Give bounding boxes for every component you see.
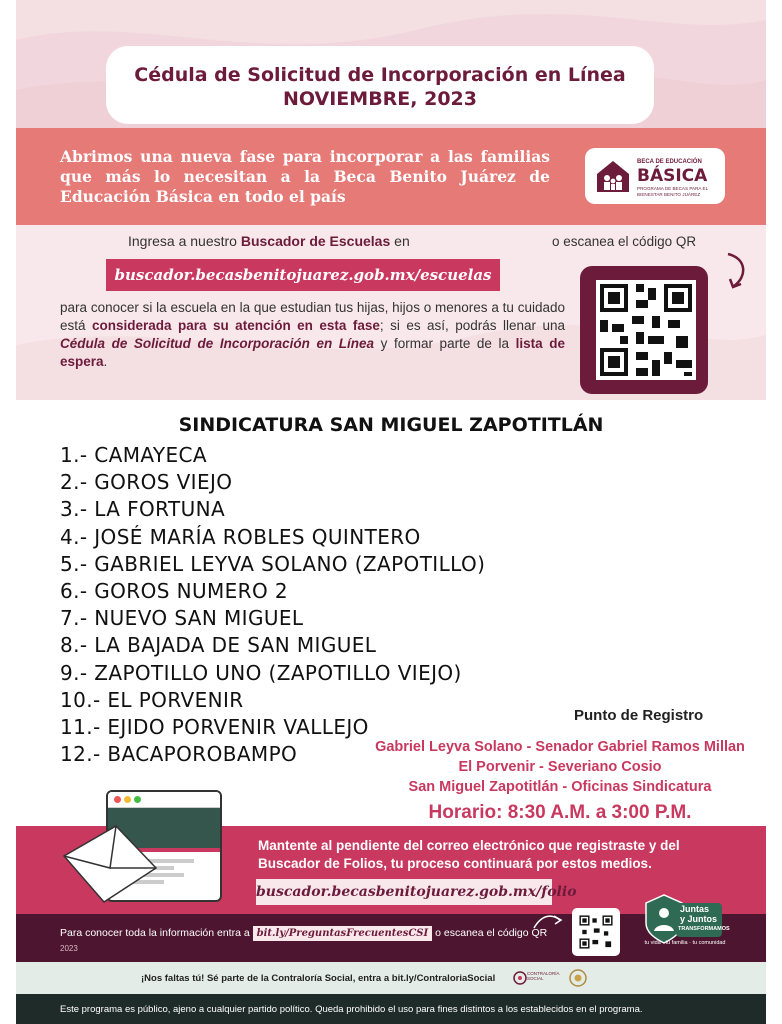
contraloria-logo-text: CONTRALORÍA SOCIAL (527, 971, 560, 981)
follow-up-text: Mantente al pendiente del correo electrónico que registraste y del Buscador de Folios, tu proceso continuará por estos medios. (258, 838, 680, 871)
schedule-text: Horario: 8:30 A.M. a 3:00 P.M. (428, 802, 692, 823)
page-title: Cédula de Solicitud de Incorporación en Línea (134, 64, 626, 86)
intro-text: Abrimos una nueva fase para incorporar a las familias que más lo necesitan a la Beca Benito Juárez de Educación Básica en todo el país (60, 147, 550, 206)
list-item: 8.- LA BAJADA DE SAN MIGUEL (60, 633, 377, 658)
info-text: Para conocer toda la información entra a bit.ly/PreguntasFrecuentesCSI o escanea el código QR (60, 927, 548, 939)
juntas-line2: y Juntos (680, 914, 718, 924)
faq-link[interactable]: bit.ly/PreguntasFrecuentesCSI (253, 926, 433, 941)
list-item: 6.- GOROS NUMERO 2 (60, 579, 289, 604)
registration-line: Gabriel Leyva Solano - Senador Gabriel Ramos Millan (375, 739, 745, 755)
qr-code-icon (578, 914, 614, 950)
logo-small-text: BECA DE EDUCACIÓN (637, 159, 702, 165)
registration-line: El Porvenir - Severiano Cosio (458, 759, 662, 775)
sindicatura-title: SINDICATURA SAN MIGUEL ZAPOTITLÁN (178, 414, 604, 436)
logo-sub-text: PROGRAMA DE BECAS PARA EL BIENESTAR BENITO JUÁREZ (637, 186, 708, 197)
list-item: 11.- EJIDO PORVENIR VALLEJO (60, 715, 369, 740)
list-item: 5.- GABRIEL LEYVA SOLANO (ZAPOTILLO) (60, 551, 486, 576)
search-intro: Ingresa a nuestro Buscador de Escuelas en (128, 233, 410, 249)
list-item: 7.- NUEVO SAN MIGUEL (60, 606, 304, 631)
list-item: 2.- GOROS VIEJO (60, 470, 233, 495)
list-item: 9.- ZAPOTILLO UNO (ZAPOTILLO VIEJO) (60, 660, 462, 685)
folio-search-link[interactable]: buscador.becasbenitojuarez.gob.mx/folio (256, 879, 552, 905)
year-label: 2023 (60, 944, 78, 953)
arrow-icon (532, 910, 564, 932)
registration-line: San Miguel Zapotitlán - Oficinas Sindicatura (408, 779, 712, 795)
list-item: 1.- CAMAYECA (60, 443, 207, 467)
juntas-line3: TRANSFORMAMOS (678, 926, 730, 932)
list-item: 10.- EL PORVENIR (60, 687, 244, 712)
sun-emblem-icon (566, 967, 590, 989)
logo-big-text: BÁSICA (637, 166, 708, 186)
envelope-icon (60, 822, 160, 906)
qr-label: o escanea el código QR (552, 234, 697, 249)
page-subtitle: NOVIEMBRE, 2023 (282, 88, 477, 110)
list-item: 3.- LA FORTUNA (60, 497, 226, 522)
beca-basica-logo (585, 148, 725, 204)
juntas-tagline: tu vida · tu familia · tu comunidad (644, 940, 726, 946)
community-list (60, 442, 485, 768)
house-family-icon (593, 156, 633, 196)
qr-code-faq[interactable] (572, 908, 620, 956)
list-item: 12.- BACAPOROBAMPO (60, 742, 298, 767)
registration-points (340, 737, 780, 827)
list-item: 4.- JOSÉ MARÍA ROBLES QUINTERO (60, 524, 421, 549)
registration-title: Punto de Registro (574, 707, 704, 724)
curved-arrow-icon (718, 250, 750, 294)
qr-code-icon (596, 280, 696, 380)
title-box (106, 46, 654, 124)
juntas-line1: Juntas (680, 904, 710, 914)
contraloria-text: ¡Nos faltas tú! Sé parte de la Contraloría Social, entra a bit.ly/ContraloriaSocial (141, 973, 496, 984)
juntas-transformamos-logo (644, 893, 730, 947)
footer-disclaimer: Este programa es público, ajeno a cualquier partido político. Queda prohibido el uso para fines distintos a los establecidos en el programa. (60, 1004, 643, 1015)
body-paragraph: para conocer si la escuela en la que estudian tus hijas, hijos o menores a tu cuidado está considerada para su atención en esta fase; si es así, podrás llenar una Cédula de Solicitud de Incorporación en Línea y formar parte de la lista de espera. (60, 300, 566, 369)
qr-code-schools[interactable] (580, 266, 708, 394)
schools-search-link[interactable]: buscador.becasbenitojuarez.gob.mx/escuelas (106, 259, 500, 291)
